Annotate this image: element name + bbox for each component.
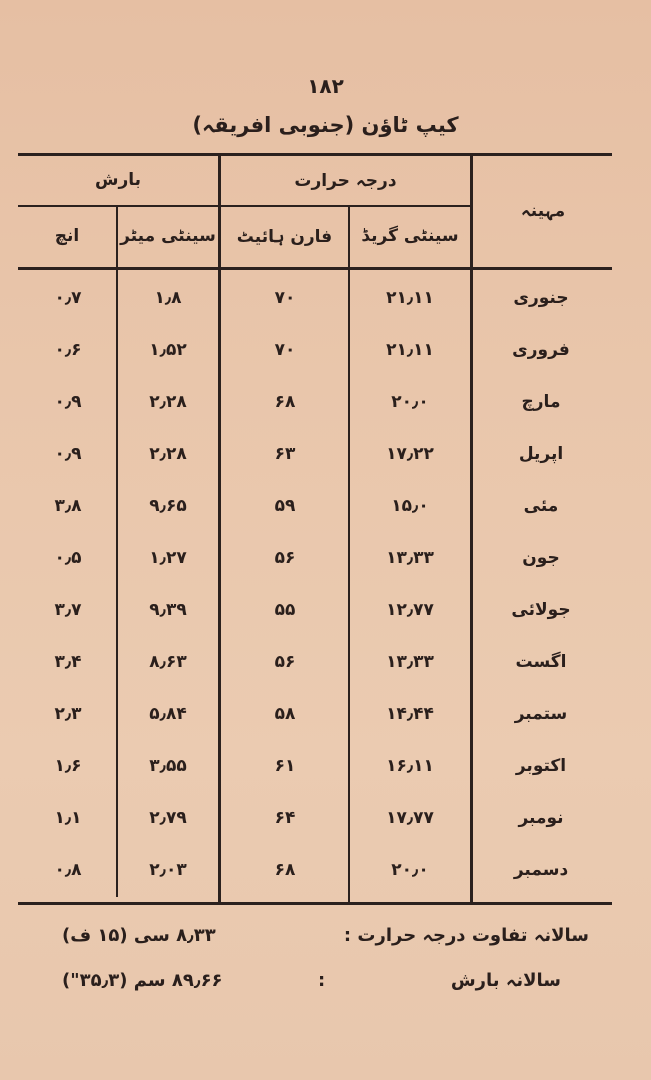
month-cell: جولائی <box>511 600 571 620</box>
centigrade-cell: ۱۷٫۷۷ <box>386 808 434 828</box>
table-row <box>18 434 612 474</box>
month-cell: مارچ <box>521 392 561 412</box>
inch-cell: ۰٫۷ <box>54 288 82 308</box>
table-row <box>18 590 612 630</box>
centigrade-cell: ۱۴٫۴۴ <box>386 704 434 724</box>
month-cell: اپریل <box>518 444 564 464</box>
centigrade-cell: ۲۱٫۱۱ <box>386 288 434 308</box>
fahrenheit-cell: ۶۸ <box>274 392 296 412</box>
month-cell: نومبر <box>518 808 564 828</box>
table-row <box>18 330 612 370</box>
month-cell: جون <box>522 548 560 568</box>
fahrenheit-cell: ۵۹ <box>274 496 296 516</box>
centimeter-cell: ۱٫۸ <box>154 288 182 308</box>
annual-rainfall-colon: : <box>318 970 326 991</box>
annual-temp-range-value: ۸٫۳۳ سی (۱۵ ف) <box>62 925 216 946</box>
fahrenheit-cell: ۶۸ <box>274 860 296 880</box>
month-cell: ستمبر <box>514 704 568 724</box>
inch-cell: ۳٫۷ <box>54 600 82 620</box>
centimeter-cell: ۵٫۸۴ <box>149 704 187 724</box>
fahrenheit-cell: ۶۱ <box>274 756 296 776</box>
annual-rainfall-label: سالانہ بارش <box>450 970 561 991</box>
centigrade-cell: ۲۱٫۱۱ <box>386 340 434 360</box>
inch-cell: ۰٫۵ <box>54 548 82 568</box>
annual-rainfall-value: ۸۹٫۶۶ سم (۳۵٫۳") <box>62 970 223 991</box>
centimeter-cell: ۲٫۲۸ <box>149 444 187 464</box>
inch-cell: ۲٫۳ <box>54 704 82 724</box>
centigrade-cell: ۲۰٫۰ <box>391 392 429 412</box>
centimeter-cell: ۲٫۰۳ <box>149 860 187 880</box>
centimeter-cell: ۲٫۷۹ <box>149 808 187 828</box>
header-group-rule <box>18 205 473 207</box>
header-rain-group: بارش <box>94 170 141 190</box>
centigrade-cell: ۱۲٫۷۷ <box>386 600 434 620</box>
inch-cell: ۳٫۸ <box>54 496 82 516</box>
fahrenheit-cell: ۵۶ <box>274 652 296 672</box>
col-divider-temp-rain <box>218 155 221 902</box>
centimeter-cell: ۸٫۶۳ <box>149 652 187 672</box>
page-title: کیپ ٹاؤن (جنوبی افریقہ) <box>192 113 459 137</box>
fahrenheit-cell: ۶۴ <box>274 808 296 828</box>
month-cell: مئی <box>523 496 559 516</box>
inch-cell: ۰٫۹ <box>54 444 82 464</box>
header-bottom-rule <box>18 267 612 270</box>
header-fahrenheit: فارن ہائیٹ <box>236 227 333 247</box>
centimeter-cell: ۹٫۳۹ <box>149 600 187 620</box>
col-divider-month <box>470 155 473 902</box>
inch-cell: ۰٫۶ <box>54 340 82 360</box>
table-row <box>18 278 612 318</box>
header-month: مہینہ <box>520 201 566 221</box>
header-centigrade: سینٹی گریڈ <box>361 226 459 246</box>
month-cell: اکتوبر <box>515 756 567 776</box>
table-top-rule <box>18 153 612 156</box>
inch-cell: ۳٫۴ <box>54 652 82 672</box>
table-row <box>18 850 612 890</box>
centigrade-cell: ۱۳٫۳۳ <box>386 548 434 568</box>
table-row <box>18 746 612 786</box>
table-row <box>18 642 612 682</box>
centigrade-cell: ۱۵٫۰ <box>391 496 429 516</box>
centigrade-cell: ۱۳٫۳۳ <box>386 652 434 672</box>
table-row <box>18 486 612 526</box>
table-row <box>18 798 612 838</box>
header-inch: انچ <box>54 226 80 246</box>
inch-cell: ۱٫۱ <box>54 808 82 828</box>
table-bottom-rule <box>18 902 612 905</box>
fahrenheit-cell: ۷۰ <box>274 340 296 360</box>
centigrade-cell: ۱۶٫۱۱ <box>386 756 434 776</box>
table-row <box>18 538 612 578</box>
fahrenheit-cell: ۶۳ <box>274 444 296 464</box>
inch-cell: ۰٫۸ <box>54 860 82 880</box>
month-cell: اگست <box>515 652 567 672</box>
centigrade-cell: ۱۷٫۲۲ <box>386 444 434 464</box>
centimeter-cell: ۹٫۶۵ <box>149 496 187 516</box>
centimeter-cell: ۲٫۲۸ <box>149 392 187 412</box>
header-centimeter: سینٹی میٹر <box>120 226 216 246</box>
month-cell: فروری <box>512 340 570 360</box>
month-cell: جنوری <box>513 288 569 308</box>
centimeter-cell: ۳٫۵۵ <box>149 756 187 776</box>
page-number: ۱۸۲ <box>307 74 344 98</box>
inch-cell: ۱٫۶ <box>54 756 82 776</box>
table-row <box>18 382 612 422</box>
inch-cell: ۰٫۹ <box>54 392 82 412</box>
centigrade-cell: ۲۰٫۰ <box>391 860 429 880</box>
fahrenheit-cell: ۷۰ <box>274 288 296 308</box>
table-row <box>18 694 612 734</box>
centimeter-cell: ۱٫۲۷ <box>149 548 187 568</box>
fahrenheit-cell: ۵۸ <box>274 704 296 724</box>
month-cell: دسمبر <box>513 860 569 880</box>
fahrenheit-cell: ۵۵ <box>274 600 296 620</box>
annual-temp-range-label: سالانہ تفاوت درجہ حرارت : <box>343 925 589 946</box>
header-temperature-group: درجہ حرارت <box>294 171 397 191</box>
centimeter-cell: ۱٫۵۲ <box>149 340 187 360</box>
fahrenheit-cell: ۵۶ <box>274 548 296 568</box>
